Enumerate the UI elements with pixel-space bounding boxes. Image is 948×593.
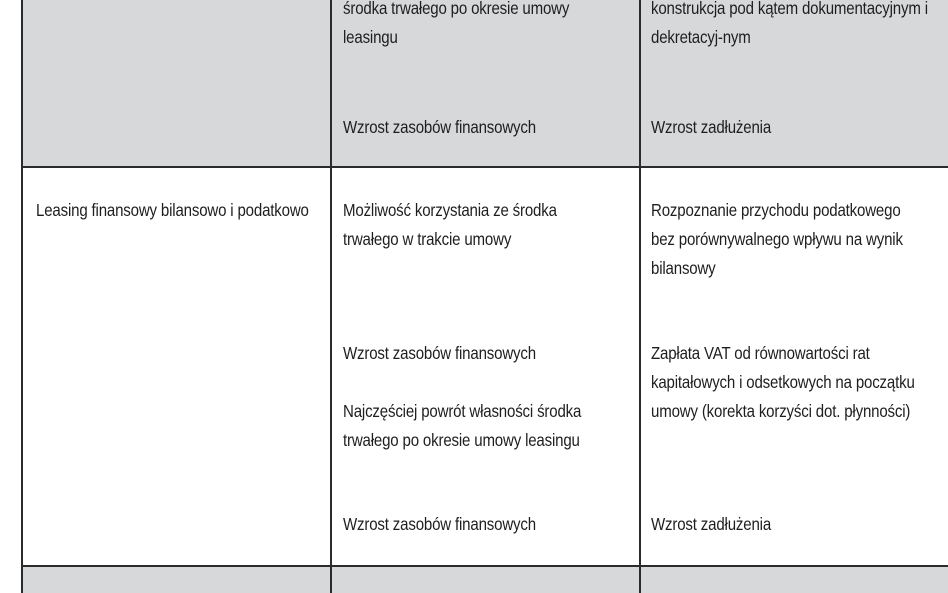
cell-text: Wzrost zasobów finansowych xyxy=(343,117,536,137)
column-divider-2 xyxy=(639,0,641,593)
cell-text: Wzrost zasobów finansowych xyxy=(343,343,536,363)
table-row-shaded-bottom xyxy=(22,566,948,593)
row-divider-1 xyxy=(22,166,948,168)
row-divider-2 xyxy=(22,565,948,567)
row-header: Leasing finansowy bilansowo i podatkowo xyxy=(36,200,309,220)
cell-text: środka trwałego po okresie umowy leasingu xyxy=(343,0,570,47)
column-divider-1 xyxy=(330,0,332,593)
cell-text: Rozpoznanie przychodu podatkowego bez porównywalnego wpływu na wynik bilansowy xyxy=(651,200,903,278)
cell-text: Najczęściej powrót własności środka trwałego po okresie umowy leasingu xyxy=(343,401,582,450)
cell-text: Wzrost zasobów finansowych xyxy=(343,514,536,534)
cell-text: Wzrost zadłużenia xyxy=(651,117,772,137)
cell-text: konstrukcja pod kątem dokumentacyjnym i dekretacyj-nym xyxy=(651,0,928,47)
cell-text: Wzrost zadłużenia xyxy=(651,514,772,534)
column-divider-left xyxy=(21,0,23,593)
cell-text: Możliwość korzystania ze środka trwałego w trakcie umowy xyxy=(343,200,557,249)
cell-text: Zapłata VAT od równowartości rat kapitałowych i odsetkowych na początku umowy (korekta korzyści dot. płynności) xyxy=(651,343,915,421)
